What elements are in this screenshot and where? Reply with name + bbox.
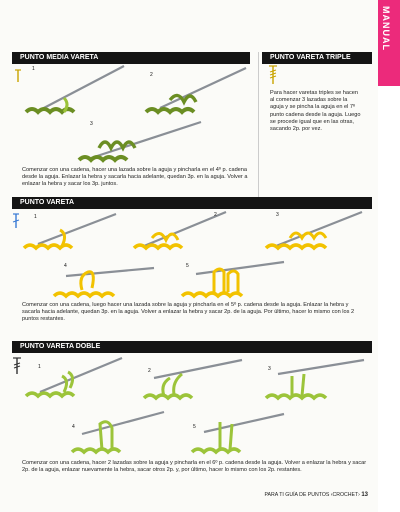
- tab-label: MANUAL: [381, 6, 391, 51]
- vareta-doble-illustration-1: [22, 352, 127, 404]
- vareta-doble-symbol-icon: [12, 356, 22, 376]
- step-number: 3: [276, 212, 279, 218]
- step-number: 1: [34, 214, 37, 220]
- step-number: 2: [148, 368, 151, 374]
- media-vareta-illustration-3: [75, 118, 205, 168]
- vareta-doble-illustration-5: [188, 402, 288, 458]
- page-footer: [264, 492, 368, 498]
- vareta-doble-instructions: Comenzar con una cadena, hacer 2 lazadas sobre la aguja y pincharla en el 6º p. cadena desde la aguja. Volver a enlazar la hebra y sacar 2p. de la aguja, enlazar nuevamente la hebra, sacar otros 2p. y, por último, hacer lo mismo con los 2p. restantes.: [22, 460, 367, 474]
- header-vareta-doble: PUNTO VARETA DOBLE: [12, 341, 372, 353]
- header-media-vareta: PUNTO MEDIA VARETA: [12, 52, 250, 64]
- vareta-doble-illustration-4: [68, 402, 168, 458]
- vareta-instructions: Comenzar con una cadena, luego hacer una lazada sobre la aguja y pincharla en el 5º p. cadena desde la aguja. Enlazar la hebra y sacarla hacia adelante, quedan 3p. en la aguja. Volver a enlazar la hebra y sacar 2p. de la aguja. Por último, hacer lo mismo con los 2 puntos restantes.: [22, 302, 355, 323]
- step-number: 5: [193, 424, 196, 430]
- page-number: 13: [361, 492, 368, 498]
- vareta-symbol-icon: [12, 212, 20, 230]
- vareta-doble-illustration-2: [140, 352, 245, 404]
- step-number: 1: [32, 66, 35, 72]
- step-number: 1: [38, 364, 41, 370]
- column-divider: [258, 52, 259, 197]
- step-number: 2: [214, 212, 217, 218]
- vareta-illustration-4: [48, 250, 158, 300]
- footer-text: PARA TI GUÍA DE PUNTOS ‹CROCHET›: [264, 492, 360, 498]
- vareta-triple-instructions: Para hacer varetas triples se hacen al comenzar 3 lazadas sobre la aguja y se pincha la aguja en el 7º punto cadena desde la aguja. Luego se procede igual que en las otras, sacando 2p. por vez.: [270, 90, 361, 133]
- vareta-triple-symbol-icon: [268, 64, 278, 86]
- media-vareta-illustration-1: [20, 62, 130, 122]
- side-tab: [378, 0, 400, 512]
- step-number: 2: [150, 72, 153, 78]
- header-punto-vareta: PUNTO VARETA: [12, 197, 372, 209]
- media-vareta-instructions: Comenzar con una cadena, hacer una lazada sobre la aguja y pincharla en el 4º p. cadena desde la aguja. Enlazar la hebra y sacarla hacia adelante, quedan 3p. en la aguja. Volver a enlazar la hebra y sacar los 3p. juntos.: [22, 167, 248, 188]
- media-vareta-illustration-2: [140, 62, 250, 122]
- step-number: 5: [186, 263, 189, 269]
- header-vareta-triple: PUNTO VARETA TRIPLE: [262, 52, 372, 64]
- step-number: 4: [64, 263, 67, 269]
- vareta-doble-illustration-3: [262, 352, 367, 404]
- step-number: 4: [72, 424, 75, 430]
- manual-tab[interactable]: [378, 0, 400, 86]
- vareta-illustration-5: [176, 250, 286, 300]
- step-number: 3: [90, 121, 93, 127]
- step-number: 3: [268, 366, 271, 372]
